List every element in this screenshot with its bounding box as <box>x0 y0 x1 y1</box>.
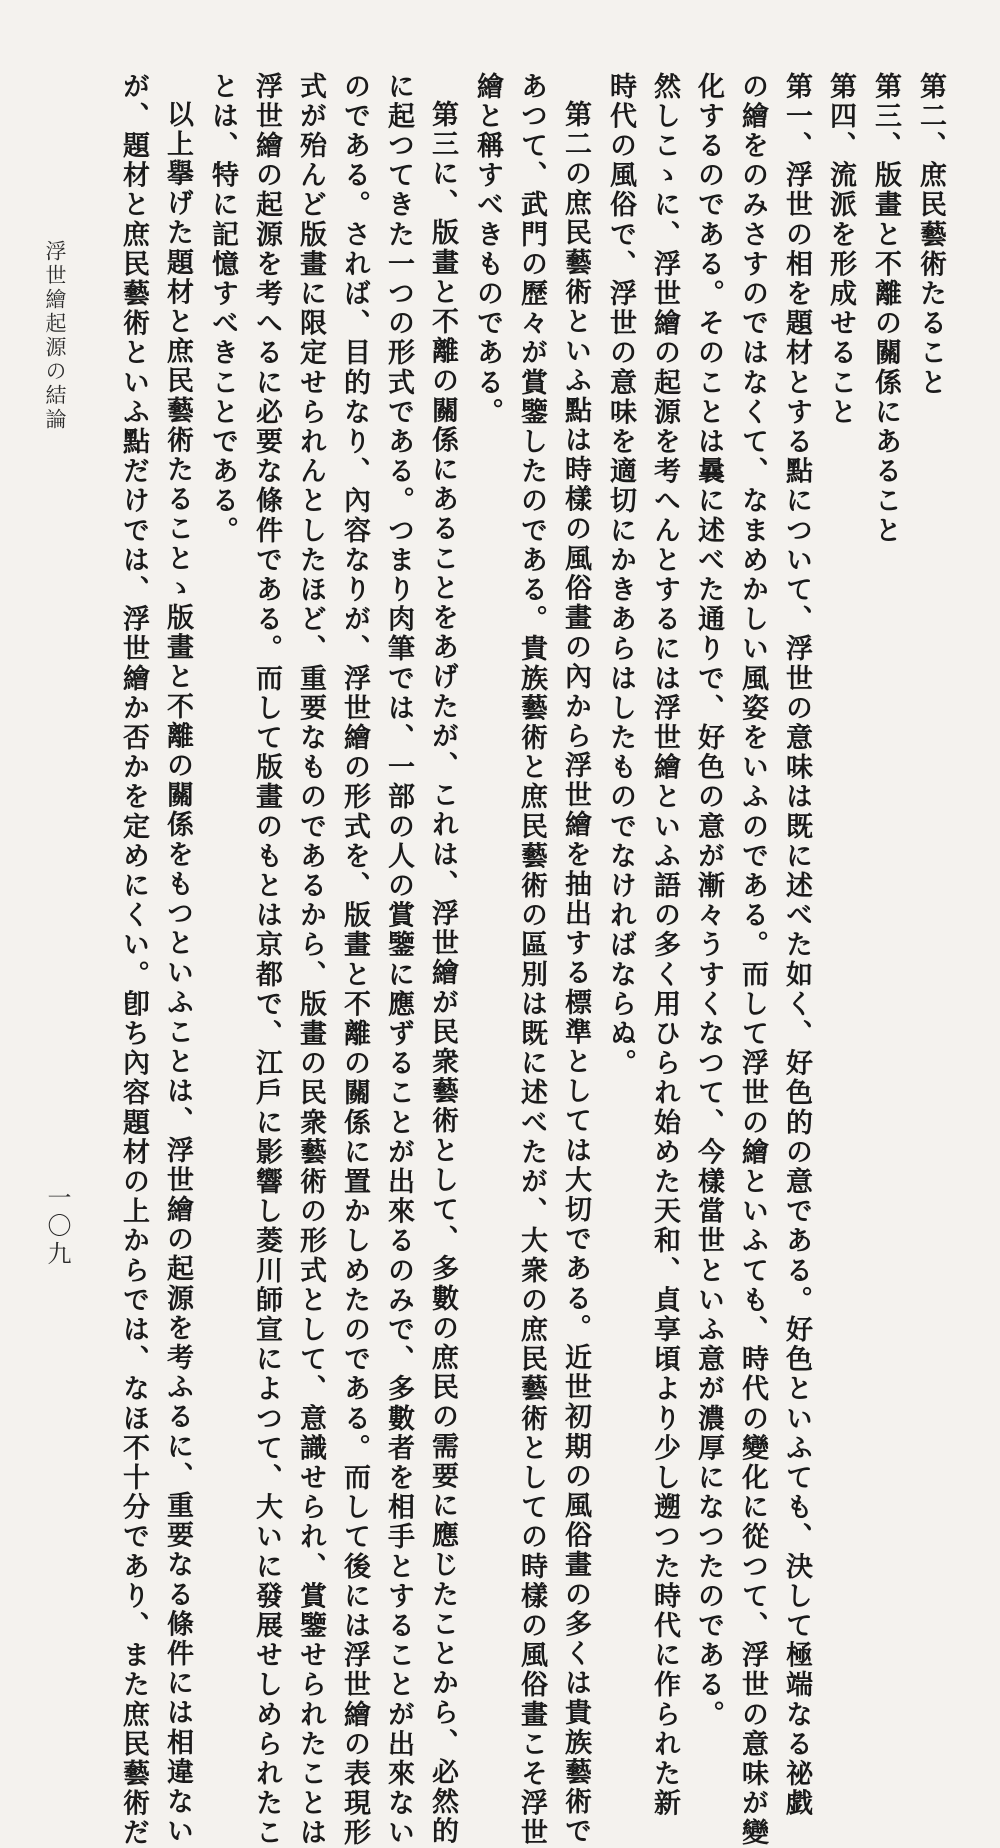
list-item-3: 第三、版畫と不離の關係にあること <box>870 72 901 546</box>
paragraph-3-line-1: 第二の庶民藝術といふ點は時樣の風俗畫の內から浮世繪を抽出する標準としては大切である。近世初期の風俗畫の多くは貴族藝術で <box>560 100 591 1847</box>
page-number: 一〇九 <box>43 1185 71 1269</box>
paragraph-3-line-3: 繪と稱すべきものである。 <box>472 72 503 428</box>
paragraph-4-line-5: 浮世繪の起源を考へるに必要な條件である。而して版畫のもとは京都で、江戶に影響し菱川師宣によつて、大いに發展せしめられたこ <box>251 72 282 1848</box>
paragraph-5-line-2: が、題材と庶民藝術といふ點だけでは、浮世繪か否かを定めにくい。卽ち內容題材の上からでは、なほ不十分であり、また庶民藝術だ <box>118 72 149 1848</box>
paragraph-4-line-6: とは、特に記憶すべきことである。 <box>207 72 238 546</box>
paragraph-5-line-1: 以上擧げた題材と庶民藝術たることゝ版畫と不離の關係をもつといふことは、浮世繪の起源を考ふるに、重要なる條件には相違ない <box>162 100 193 1847</box>
paragraph-4-line-1: 第三に、版畫と不離の關係にあることをあげたが、これは、浮世繪が民衆藝術として、多數の庶民の需要に應じたことから、必然的 <box>427 100 458 1847</box>
paragraph-3-line-2: あつて、武門の歷々が賞鑒したのである。貴族藝術と庶民藝術の區別は既に述べたが、大衆の庶民藝術としての時樣の風俗畫こそ浮世 <box>516 72 547 1848</box>
paragraph-2-line-2: 時代の風俗で、浮世の意味を適切にかきあらはしたものでなければならぬ。 <box>605 72 636 1079</box>
paragraph-1-line-3: 化するのである。そのことは曩に述べた通りで、好色の意が漸々うすくなつて、今樣當世といふ意が濃厚になつたのである。 <box>693 72 724 1730</box>
list-item-2: 第二、庶民藝術たること <box>915 72 946 398</box>
running-title: 浮世繪起源の結論 <box>43 240 67 432</box>
list-item-4: 第四、流派を形成せること <box>825 72 856 428</box>
paragraph-4-line-3: のである。されば、目的なり、內容なりが、浮世繪の形式を、版畫と不離の關係に置かしめたのである。而して後には浮世繪の表現形 <box>339 72 370 1848</box>
paragraph-1-line-2: の繪をのみさすのではなくて、なまめかしい風姿をいふのである。而して浮世の繪といふても、時代の變化に從つて、浮世の意味が變 <box>737 72 768 1848</box>
paragraph-2-line-1: 然しこゝに、浮世繪の起源を考へんとするには浮世繪といふ語の多く用ひられ始めた天和、貞享頃より少し遡つた時代に作られた新 <box>649 72 680 1819</box>
paragraph-1-line-1: 第一、浮世の相を題材とする點について、浮世の意味は既に述べた如く、好色的の意である。好色といふても、決して極端なる祕戯 <box>781 72 812 1819</box>
paragraph-4-line-2: に起つてきた一つの形式である。つまり肉筆では、一部の人の賞鑒に應ずることが出來るのみで、多數者を相手とすることが出來ない <box>383 72 414 1848</box>
paragraph-4-line-4: 式が殆んど版畫に限定せられんとしたほど、重要なものであるから、版畫の民衆藝術の形式として、意識せられ、賞鑒せられたことは <box>295 72 326 1848</box>
